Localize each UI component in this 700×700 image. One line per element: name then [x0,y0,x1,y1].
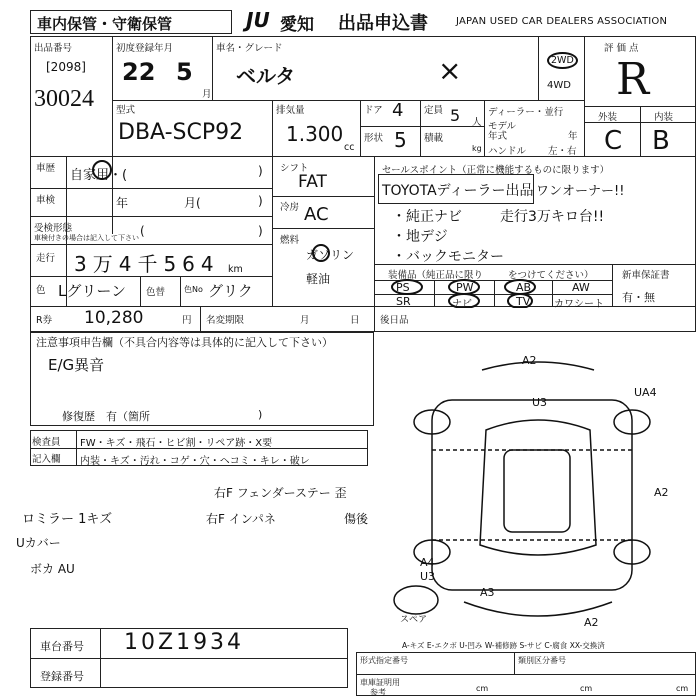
recycle-label: R券 [36,315,53,326]
drive-4wd: 4WD [547,80,571,91]
warranty-options: 有・無 [622,291,655,304]
damage-code-right: A2 [654,486,669,499]
org-name: 愛知 [280,15,314,35]
check-row-interior: 内装・キズ・汚れ・コゲ・穴・ヘコミ・キレ・破レ [80,456,310,467]
ext-grade: C [604,126,623,156]
inspection-month: 月( [184,196,201,210]
selling-point-3: ・純正ナビ [392,209,462,225]
lot-label: 出品番号 [34,43,73,54]
equip-ps: PS [396,281,410,294]
damage-code-rl: A4 [420,556,435,569]
equipment-label-2: をつけてください） [508,270,594,281]
spare-label: スペア [400,615,428,625]
damage-code-rear: A3 [480,586,495,599]
selling-point-2: ワンオーナー!! [536,184,625,199]
storage-label: 車内保管・守衛保管 [37,15,173,33]
grade-label: 評価点 [604,43,642,54]
name-change-month: 月 [300,315,310,326]
entry-label: 記入欄 [32,454,61,465]
footer-cm-1: cm [476,684,489,693]
color-no-label: 色No [184,285,203,294]
chassis-label: 車台番号 [40,640,84,653]
first-reg-month: 5 [176,58,193,86]
footer-cm-2: cm [580,684,593,693]
chassis-value: 10Z1934 [124,630,245,655]
reception-label: 受検形態 [34,223,73,234]
shape-label: 形状 [364,133,384,144]
equipment-circles [374,278,554,308]
footer-type-no: 形式指定番号 [360,656,408,665]
notes-value: E/G異音 [48,356,105,374]
model-year-label: モデル [488,121,517,132]
notes-label: 注意事項申告欄（不具合内容等は具体的に記入して下さい） [36,336,333,349]
ac-label: 冷房 [280,202,300,213]
payload-label: 積載 [424,133,444,144]
damage-code-hood: U3 [532,396,548,409]
note-panel: 右F インパネ [206,512,276,526]
post-fit-label: 後日品 [380,315,409,326]
check-row-exterior: FW・キズ・飛石・ヒビ割・リペア跡・X要 [80,438,273,449]
int-label: 内装 [654,112,674,123]
warranty-label: 新車保証書 [622,270,670,281]
damage-code-rl2: U3 [420,570,436,583]
inspection-close: ) [258,194,263,208]
reception-open: ( [140,224,145,238]
type-label: 型式 [116,105,136,116]
capacity-label: 定員 [424,105,444,116]
disp-value: 1.300 [286,122,344,146]
selling-point-1: TOYOTAディーラー出品 [382,183,534,199]
first-reg-label: 初度登録年月 [116,43,174,54]
shape-value: 5 [394,128,407,152]
storage-box [30,10,232,34]
equip-ab: AB [516,281,532,294]
header-title [246,8,696,34]
reception-close: ) [258,224,263,238]
fuel-label: 燃料 [280,235,300,246]
inspection-year: 年 [116,196,129,210]
payload-unit: kg [472,144,482,153]
handle-lr: 左・右 [548,146,577,157]
first-reg-year: 22 [122,58,156,86]
selling-points-label: セールスポイント（正常に機能するものに限ります） [382,165,610,176]
shift-label: シフト [280,163,309,174]
color-label: 色 [36,285,46,296]
lot-small: [2098] [46,60,86,74]
recycle-unit: 円 [182,315,192,326]
fuel-gas: ガソリン [306,248,355,262]
handle-label: ハンドル [488,146,527,157]
int-grade: B [652,126,670,156]
doors-label: ドア [364,105,383,116]
footer-cm-3: cm [676,684,689,693]
equip-pw: PW [456,281,474,294]
car-diagram [376,340,700,640]
note-bonnet: ボカ AU [30,562,75,576]
damage-code-fr: UA4 [634,386,657,399]
drive-2wd: 2WD [547,52,578,69]
reg-no-label: 登録番号 [40,670,84,683]
history-close: ) [258,164,263,178]
equip-tv: TV [516,295,531,308]
doors-value: 4 [392,100,404,121]
history-label: 車歴 [36,163,56,174]
recycle-value: 10,280 [84,308,144,328]
equip-aw: AW [572,281,590,294]
fuel-diesel: 軽油 [306,272,331,286]
model-label: 車名・グレード [216,43,283,54]
inspector-label: 検査員 [32,437,61,448]
form-title: 出品申込書 [338,13,428,34]
year-label: 年式 [488,131,508,142]
model-mark: × [438,54,462,87]
ju-logo: JU [246,8,270,32]
damage-code-front: A2 [522,354,537,367]
name-change-label: 名変期限 [206,315,245,326]
grade-value: R [616,54,650,105]
name-change-day: 日 [350,315,360,326]
mileage-value: 3万4千564 [74,252,220,276]
equip-seat: カワシート [554,299,604,310]
note-scratch: 傷後 [344,512,369,526]
ac-value: AC [304,204,329,225]
dealer-label: ディーラー・並行 [488,107,564,118]
selling-point-5: ・地デジ [392,229,448,245]
note-fender: 右F フェンダーステー 歪 [214,486,347,500]
ext-label: 外装 [598,112,618,123]
footer-garage: 車庫証明用 [360,678,400,687]
capacity-unit: 人 [472,117,482,128]
model-name: ベルタ [236,64,296,88]
equip-navi: ナビ [452,299,472,310]
reception-note: 車検付きの場合は記入して下さい [34,234,139,242]
inspection-label: 車検 [36,195,56,206]
capacity-value: 5 [450,106,461,125]
damage-legend: A-キズ E-エクボ U-凹み W-補修跡 S-サビ C-腐食 XX-交換済 [402,641,605,650]
lot-number: 30024 [34,86,94,112]
note-mirror: ロミラー 1キズ [22,512,113,527]
color-change-label: 色替 [146,287,166,298]
note-cover: Uカバー [16,536,61,550]
selling-point-6: ・バックモニター [392,249,504,265]
mileage-label: 走行 [36,253,56,264]
year-unit: 年 [568,131,578,142]
cc-unit: cc [344,142,355,153]
color-code-value: グリク [208,282,253,300]
month-unit: 月 [202,89,212,100]
damage-code-rr: A2 [584,616,599,629]
disp-label: 排気量 [276,105,305,116]
fuel-circle [312,244,330,262]
footer-ref: 参考 [370,688,386,697]
type-value: DBA-SCP92 [118,120,244,145]
color-value: Lグリーン [58,282,127,300]
repair-history: 修復歴 有（箇所 [62,410,150,423]
selling-point-4: 走行3万キロ台!! [500,209,605,225]
shift-value: FAT [298,172,327,192]
equipment-label: 装備品（純正品に限り [388,270,484,281]
footer-class-no: 類別区分番号 [518,656,566,665]
history-value: 自家用・( [70,168,128,183]
equip-sr: SR [396,295,411,308]
km-unit: km [228,264,243,275]
association-name: JAPAN USED CAR DEALERS ASSOCIATION [456,16,668,27]
history-circle [92,160,112,180]
